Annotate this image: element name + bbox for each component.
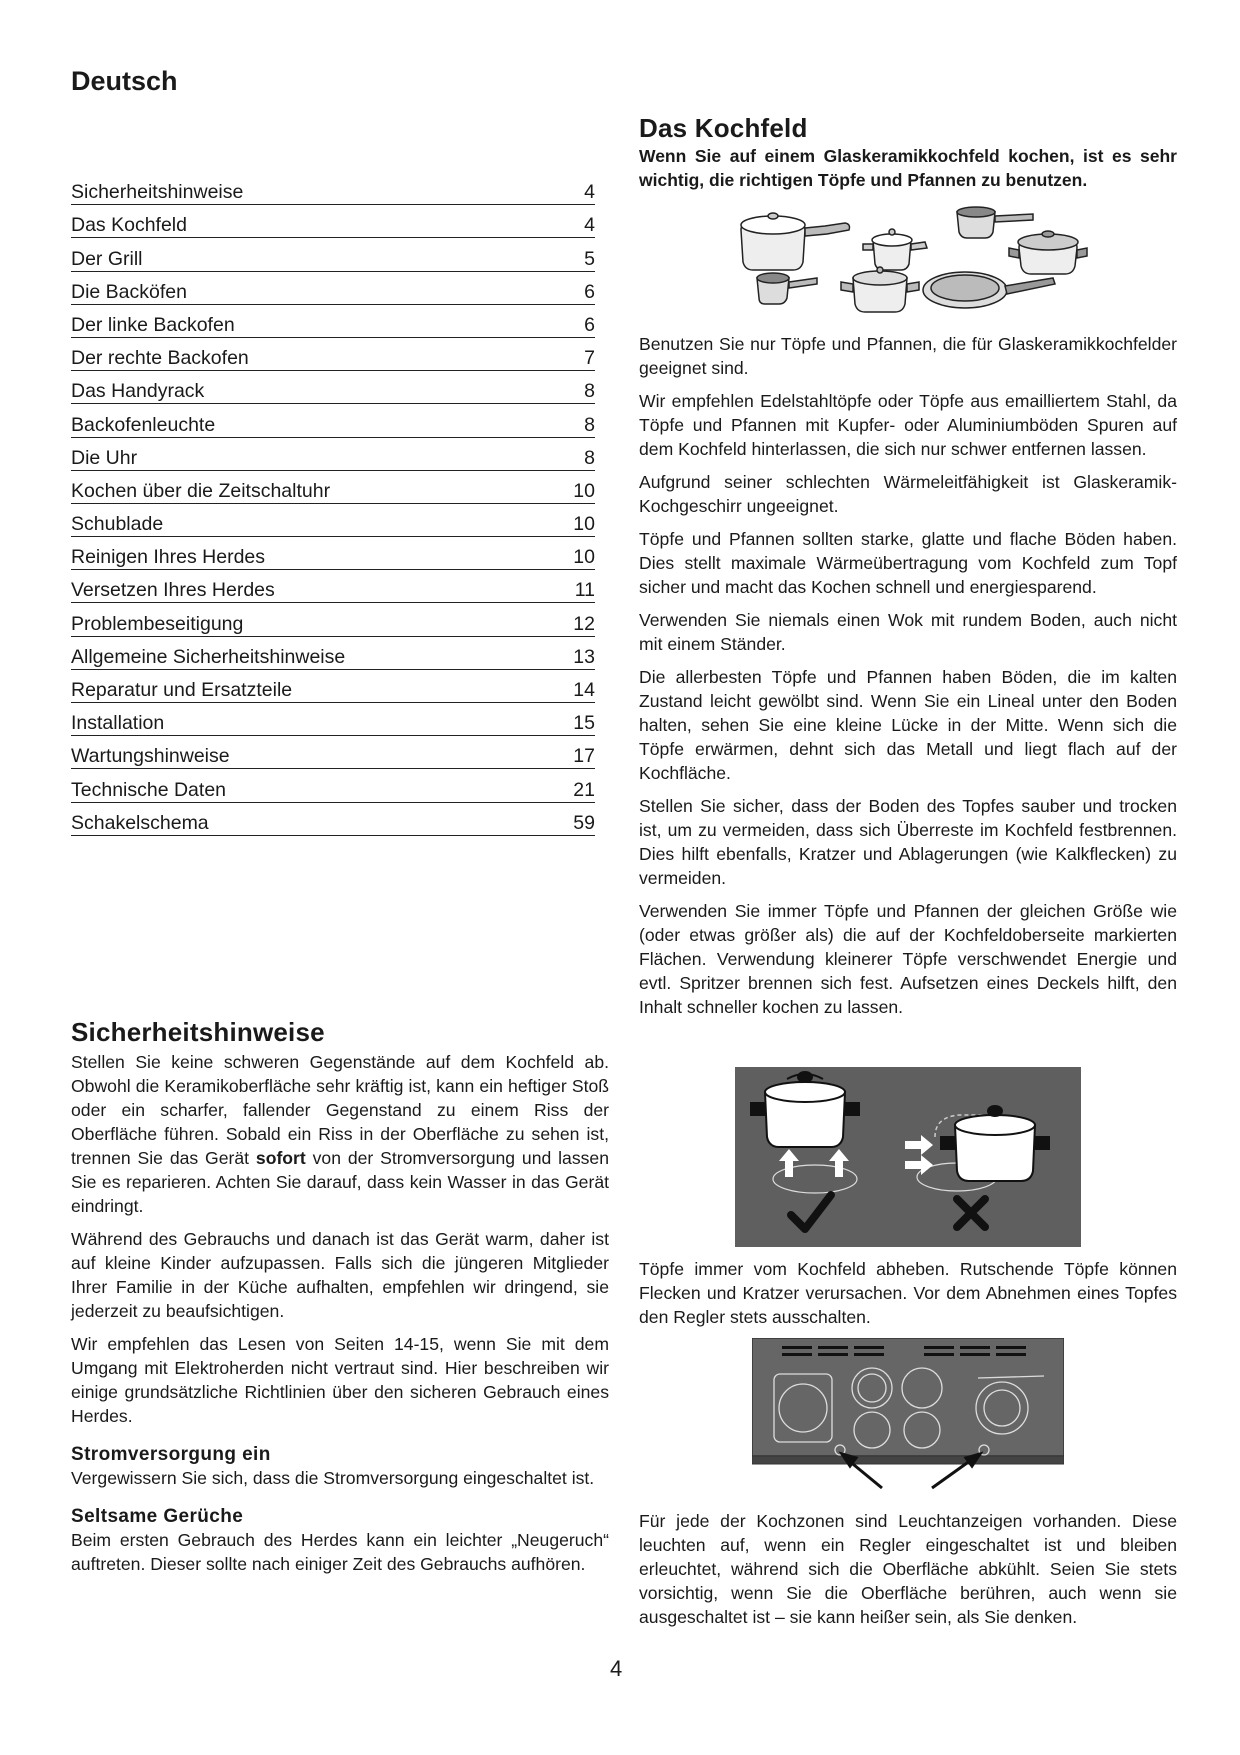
cookware-illustration (733, 198, 1177, 318)
toc-title: Wartungshinweise (71, 745, 230, 768)
toc-row (71, 338, 595, 371)
hob-paragraph: Aufgrund seiner schlechten Wärmeleitfähigkeit ist Glaskeramik-Kochgeschirr ungeeignet. (639, 472, 1177, 516)
toc-row (71, 404, 595, 437)
safety-paragraph-3: Wir empfehlen das Lesen von Seiten 14-15, wenn Sie mit dem Umgang mit Elektroherden nicht vertraut sind. Hier beschreiben wir einige grundsätzliche Richtlinien über den sicheren Gebrauch eines Herdes. (71, 1334, 609, 1426)
safety-paragraph-1: Stellen Sie keine schweren Gegenstände auf dem Kochfeld ab. Obwohl die Keramikoberfläche sehr kräftig ist, kann ein heftiger Stoß oder ein scharfer, fallender Gegenstand zu einem Riss der Oberfläche führen. Sobald ein Riss in der Oberfläche zu sehen ist, trennen Sie das Gerät sofort von der Stromversorgung und lassen Sie es reparieren. Achten Sie darauf, dass kein Wasser in das Gerät eindringt. (71, 1052, 609, 1216)
toc-title: Der rechte Backofen (71, 347, 249, 370)
hob-paragraph: Wir empfehlen Edelstahltöpfe oder Töpfe aus emailliertem Stahl, da Töpfe und Pfannen mit Kupfer- oder Aluminiumböden Spuren auf dem Kochfeld hinterlassen, die sich nur schwer entfernen lassen. (639, 391, 1177, 459)
page-number: 4 (610, 1656, 623, 1681)
safety-section (71, 1017, 609, 1585)
toc-title: Der Grill (71, 247, 143, 270)
toc-page: 4 (584, 181, 595, 204)
toc-page: 8 (584, 413, 595, 436)
toc-page: 21 (573, 778, 595, 801)
toc-title: Reparatur und Ersatzteile (71, 679, 293, 701)
toc-title: Installation (71, 712, 165, 735)
toc-row (71, 438, 595, 471)
toc-row (71, 504, 595, 537)
toc-title: Kochen über die Zeitschaltuhr (71, 479, 331, 502)
hob-title: Das Kochfeld (639, 113, 808, 143)
power-text: Vergewissern Sie sich, dass die Stromversorgung eingeschaltet ist. (71, 1468, 595, 1488)
language-heading: Deutsch (71, 66, 178, 96)
toc-title: Technische Daten (71, 778, 227, 801)
toc-page: 59 (573, 811, 595, 834)
toc-row (71, 371, 595, 404)
toc-row (71, 703, 595, 736)
toc-title: Versetzen Ihres Herdes (71, 579, 275, 602)
toc-row (71, 670, 595, 703)
toc-row (71, 272, 595, 305)
toc-title: Das Handyrack (71, 380, 205, 403)
toc-page: 6 (584, 280, 595, 303)
lift-pot-illustration (735, 1067, 1081, 1247)
hob-paragraph: Verwenden Sie niemals einen Wok mit rundem Boden, auch nicht mit einem Ständer. (639, 610, 1177, 654)
toc-row (71, 736, 595, 769)
smell-text: Beim ersten Gebrauch des Herdes kann ein leichter „Neugeruch“ auftreten. Dieser sollte nach einiger Zeit des Gebrauchs aufhören. (71, 1530, 609, 1574)
toc-page: 7 (584, 347, 595, 370)
toc-title: Backofenleuchte (71, 413, 216, 436)
toc-page: 12 (573, 612, 595, 635)
toc-page: 5 (584, 247, 595, 270)
toc-title: Die Backöfen (71, 280, 187, 303)
hob-section (639, 113, 1177, 1028)
power-subtitle: Stromversorgung ein (71, 1444, 271, 1465)
table-of-contents (71, 172, 595, 836)
toc-page: 14 (573, 679, 595, 701)
toc-page: 17 (573, 745, 595, 768)
toc-title: Reinigen Ihres Herdes (71, 546, 266, 569)
indicator-text: Für jede der Kochzonen sind Leuchtanzeigen vorhanden. Diese leuchten auf, wenn ein Regler eingeschaltet ist und bleiben erleuchtet, während sich die Oberfläche abkühlt. Seien Sie stets vorsichtig, wenn Sie die Oberfläche berühren, auch wenn sie ausgeschaltet ist – sie kann heißer sein, als Sie denken. (639, 1511, 1177, 1627)
toc-title: Problembeseitigung (71, 612, 244, 635)
hob-paragraph: Benutzen Sie nur Töpfe und Pfannen, die für Glaskeramikkochfelder geeignet sind. (639, 334, 1177, 378)
toc-row (71, 238, 595, 271)
toc-row (71, 769, 595, 802)
toc-page: 15 (573, 712, 595, 735)
lift-text: Töpfe immer vom Kochfeld abheben. Rutschende Töpfe können Flecken und Kratzer verursachen. Vor dem Abnehmen eines Topfes den Regler stets ausschalten. (639, 1259, 1177, 1327)
smell-subtitle: Seltsame Gerüche (71, 1506, 244, 1527)
toc-page: 10 (573, 546, 595, 569)
safety-paragraph-2: Während des Gebrauchs und danach ist das Gerät warm, daher ist auf kleine Kinder aufzupassen. Falls sich die jüngeren Mitglieder Ihrer Familie in der Küche aufhalten, empfehlen wir dringend, sie jederzeit zu beaufsichtigen. (71, 1229, 609, 1321)
toc-row (71, 471, 595, 504)
toc-page: 8 (584, 380, 595, 403)
toc-title: Schublade (71, 513, 164, 536)
toc-row (71, 537, 595, 570)
toc-title: Schakelschema (71, 811, 209, 834)
toc-row (71, 172, 595, 205)
toc-page: 10 (573, 513, 595, 536)
toc-page: 8 (584, 446, 595, 469)
toc-page: 10 (573, 479, 595, 502)
toc-row (71, 637, 595, 670)
safety-title: Sicherheitshinweise (71, 1017, 325, 1047)
toc-row (71, 205, 595, 238)
toc-title: Das Kochfeld (71, 214, 187, 237)
toc-row (71, 570, 595, 603)
hob-paragraph: Töpfe und Pfannen sollten starke, glatte und flache Böden haben. Dies stellt maximale Wärmeübertragung vom Kochfeld zum Topf sicher und macht das Kochen schnell und energiesparend. (639, 529, 1177, 597)
toc-title: Allgemeine Sicherheitshinweise (71, 645, 346, 668)
toc-page: 4 (584, 214, 595, 237)
toc-page: 13 (573, 645, 595, 668)
toc-row (71, 305, 595, 338)
hob-indicator-illustration (752, 1338, 1064, 1490)
hob-paragraph: Die allerbesten Töpfe und Pfannen haben Böden, die im kalten Zustand leicht gewölbt sind. Wenn Sie ein Lineal unter den Boden halten, sehen Sie eine kleine Lücke in der Mitte. Wenn sich die Töpfe erwärmen, dehnt sich das Metall und liegt flach auf der Kochfläche. (639, 667, 1177, 783)
toc-title: Die Uhr (71, 446, 138, 469)
hob-paragraph: Verwenden Sie immer Töpfe und Pfannen der gleichen Größe wie (oder etwas größer als) die auf der Kochfeldoberseite markierten Flächen. Verwendung kleinerer Töpfe verschwendet Energie und evtl. Spritzer brennen sich fest. Aufsetzen eines Deckels hilft, den Inhalt schneller kochen zu lassen. (639, 901, 1177, 1017)
toc-page: 11 (574, 579, 595, 602)
toc-title: Der linke Backofen (71, 313, 235, 336)
hob-paragraphs (639, 332, 1177, 1019)
toc-row (71, 803, 595, 836)
emphasis-sofort: sofort (255, 1148, 306, 1168)
toc-title: Sicherheitshinweise (71, 181, 244, 204)
toc-page: 6 (584, 313, 595, 336)
hob-paragraph: Stellen Sie sicher, dass der Boden des Topfes sauber und trocken ist, um zu vermeiden, dass sich Überreste im Kochfeld festbrennen. Dies hilft ebenfalls, Kratzer und Ablagerungen (wie Kalkflecken) zu vermeiden. (639, 796, 1177, 888)
toc-row (71, 603, 595, 636)
hob-lead: Wenn Sie auf einem Glaskeramikkochfeld kochen, ist es sehr wichtig, die richtigen Töpfe und Pfannen zu benutzen. (639, 146, 1177, 190)
